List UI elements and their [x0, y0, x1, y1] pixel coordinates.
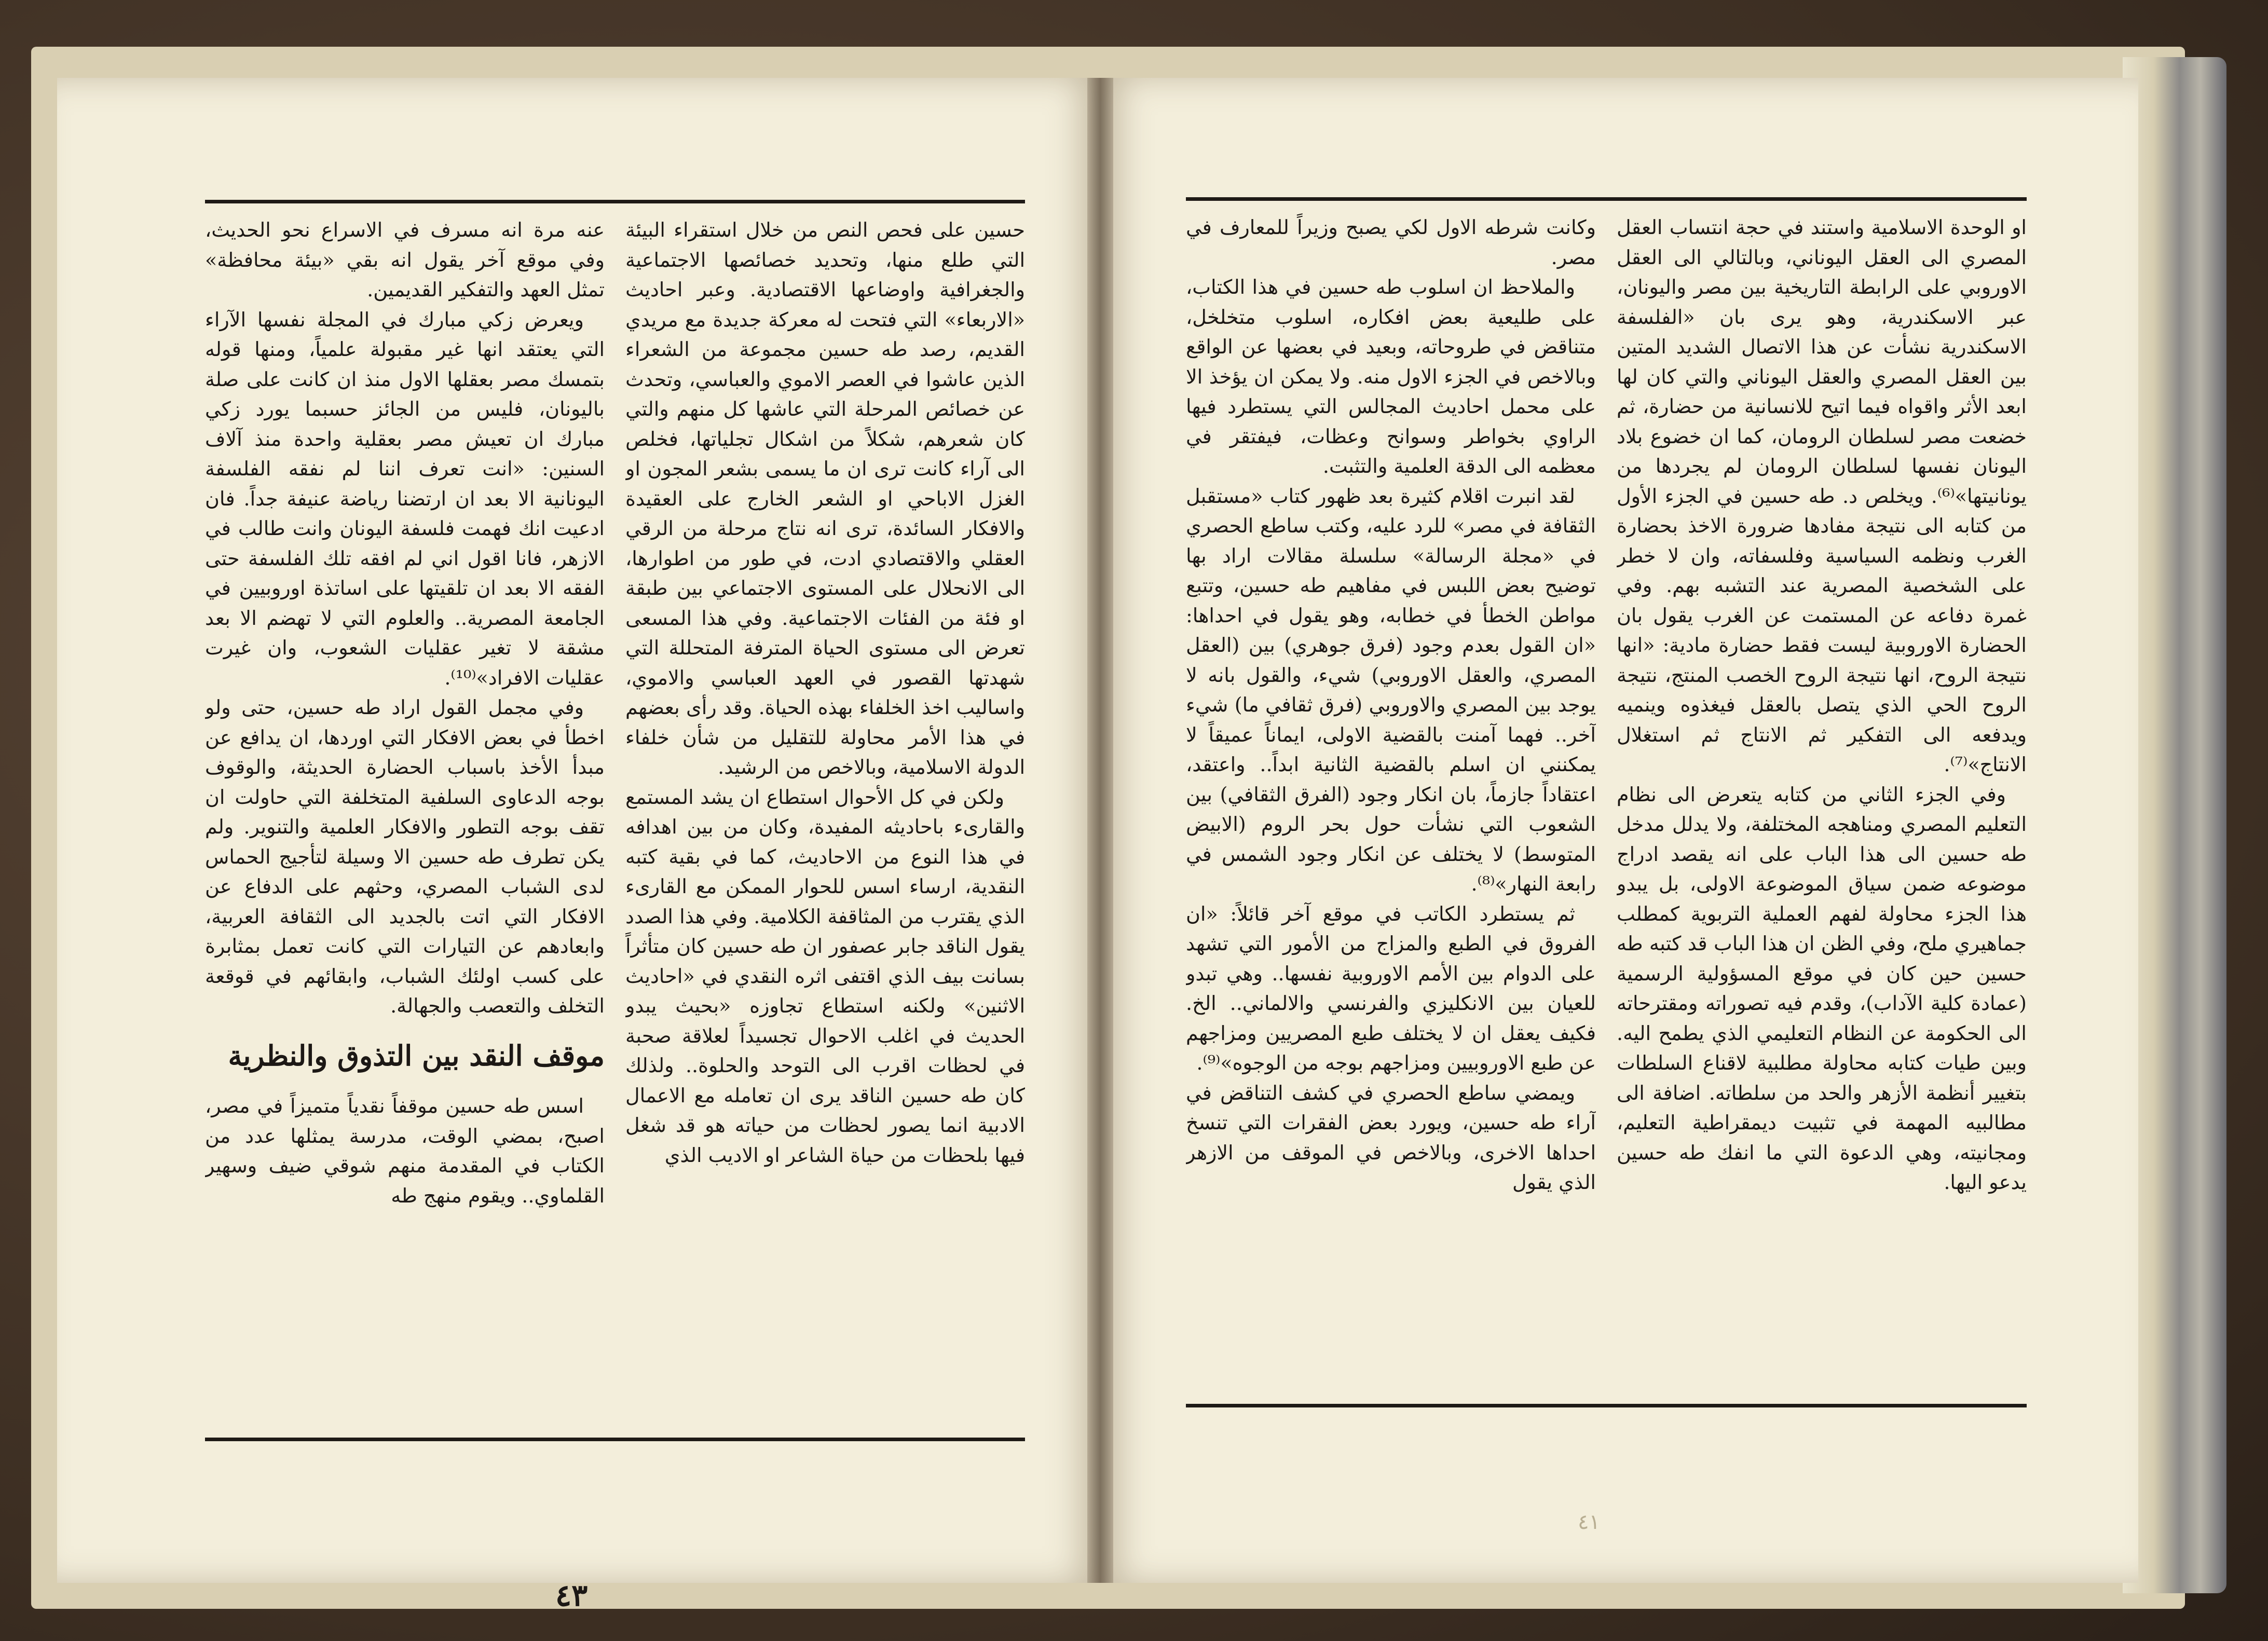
- page-stack-edge: [2123, 57, 2226, 1593]
- left-page: [57, 78, 1100, 1613]
- right-page: [1100, 78, 2138, 1583]
- faint-page-mark: ٤١: [1578, 1510, 1600, 1534]
- paragraph: ثم يستطرد الكاتب في موقع آخر قائلاً: «ان الفروق في الطبع والمزاج من الأمور التي تشهد على الدوام بين الأمم الاوروبية نفسها.. وهي تبدو للعيان بين الانكليزي والفرنسي والالماني.. الخ. فكيف يعقل ان لا يختلف طبع المصريين ومزاجهم عن طبع الاوروبيين ومزاجهم بوجه من الوجوه»⁽⁹⁾.: [1186, 902, 1596, 1074]
- bottom-rule: [205, 1438, 1025, 1441]
- paragraph: ويعرض زكي مبارك في المجلة نفسها الآراء التي يعتقد انها غير مقبولة علمياً، ومنها قوله بتمسك مصر بعقلها الاول منذ ان كانت على صلة باليونان، فليس من الجائز حسبما يورد زكي مبارك ان تعيش مصر بعقلية واحدة منذ آلاف السنين: «انت تعرف اننا لم نفقه الفلسفة اليونانية الا بعد ان ارتضنا رياضة عنيفة جداً. فان ادعيت انك فهمت فلسفة اليونان وانت طالب في الازهر، فانا اقول اني لم افقه تلك الفلسفة حتى الفقه الا بعد ان تلقيتها على اساتذة اوروبيين في الجامعة المصرية.. والعلوم التي لا تهضم الا بعد مشقة لا تغير عقليات الشعوب، وان غيرت عقليات الافراد»⁽¹⁰⁾.: [205, 308, 605, 689]
- top-rule: [1186, 197, 2027, 201]
- page-number: ٤٣: [555, 1578, 588, 1613]
- paragraph: اسس طه حسين موقفاً نقدياً متميزاً في مصر، اصبح، بمضي الوقت، مدرسة يمثلها عدد من الكتاب في المقدمة منهم شوقي ضيف وسهير القلماوي.. ويقوم منهج طه: [205, 1095, 605, 1207]
- book-gutter: [1087, 78, 1113, 1583]
- left-page-left-column: [205, 215, 605, 1430]
- paragraph: وفي الجزء الثاني من كتابه يتعرض الى نظام التعليم المصري ومناهجه المختلفة، ولا يدلل مدخل طه حسين الى هذا الباب على انه يقصد ادراج موضوعه ضمن سياق الموضوعة الاولى، بل يبدو هذا الجزء محاولة لفهم العملية التربوية كمطلب جماهيري ملح، وفي الظن ان هذا الباب قد كتبه طه حسين حين كان في موقع المسؤولية الرسمية (عمادة كلية الآداب)، وقدم فيه تصوراته ومقترحاته الى الحكومة عن النظام التعليمي الذي يطمح اليه. وبين طيات كتابه محاولة مطلبية لاقناع السلطات بتغيير أنظمة الأزهر والحد من سلطاته. اضافة الى مطالبيه المهمة في تثبيت ديمقراطية التعليم، ومجانيته، وهي الدعوة التي ما انفك طه حسين يدعو اليها.: [1617, 783, 2027, 1194]
- paragraph: والملاحظ ان اسلوب طه حسين في هذا الكتاب، على طليعية بعض افكاره، اسلوب متخلخل، متناقض في طروحاته، وبعيد في بعضها عن الواقع وبالاخص في الجزء الاول منه. ولا يمكن ان يؤخذ الا على محمل احاديث المجالس التي يستطرد فيها الراوي بخواطر وسوانح وعظات، فيفتقر في معظمه الى الدقة العلمية والتثبت.: [1186, 276, 1596, 477]
- right-page-left-column: [1186, 213, 1596, 1396]
- section-heading: موقف النقد بين التذوق والنظرية: [228, 1038, 605, 1072]
- paragraph: حسين على فحص النص من خلال استقراء البيئة التي طلع منها، وتحديد خصائصها الاجتماعية والجغرافية واوضاعها الاقتصادية. وعبر احاديث «الاربعاء» التي فتحت له معركة جديدة مع مريدي القديم، رصد طه حسين مجموعة من الشعراء الذين عاشوا في العصر الاموي والعباسي، وتحدث عن خصائص المرحلة التي عاشها كل منهم والتي كان شعرهم، شكلاً من اشكال تجلياتها، فخلص الى آراء كانت ترى ان ما يسمى بشعر المجون او الغزل الاباحي او الشعر الخارج على العقيدة والافكار السائدة، ترى انه نتاج مرحلة من الرقي العقلي والاقتصادي ادت، في طور من اطوارها، الى الانحلال على المستوى الاجتماعي بين طبقة او فئة من الفئات الاجتماعية. وفي هذا المسعى تعرض الى مستوى الحياة المترفة المتحللة التي شهدتها القصور في العهد العباسي والاموي، واساليب اخذ الخلفاء بهذه الحياة. وقد رأى بعضهم في هذا الأمر محاولة للتقليل من شأن خلفاء الدولة الاسلامية، وبالاخص من الرشيد.: [625, 218, 1025, 778]
- bottom-rule: [1186, 1404, 2027, 1407]
- top-rule: [205, 200, 1025, 203]
- paragraph: او الوحدة الاسلامية واستند في حجة انتساب العقل المصري الى العقل اليوناني، وبالتالي الى العقل الاوروبي على الرابطة التاريخية بين مصر واليونان، عبر الاسكندرية، وهو يرى بان «الفلسفة الاسكندرية نشأت عن هذا الاتصال الشديد المتين بين العقل المصري والعقل اليوناني والتي كان لها ابعد الأثر واقواه فيما اتيح للانسانية من حضارة، ثم خضعت مصر لسلطان الرومان، كما ان خضوع بلاد اليونان نفسها لسلطان الرومان لم يجردها من يونانيتها»⁽⁶⁾. ويخلص د. طه حسين في الجزء الأول من كتابه الى نتيجة مفادها ضرورة الاخذ بحضارة الغرب ونظمه السياسية وفلسفاته، وان لا خطر على الشخصية المصرية عند التشبه بهم. وفي غمرة دفاعه عن المستمت عن الغرب يقول بان الحضارة الاوروبية ليست فقط حضارة مادية: «انها نتيجة الروح، انها نتيجة الروح الخصب المنتج، نتيجة الروح الحي الذي يتصل بالعقل فيغذوه وينميه ويدفعه الى التفكير ثم الانتاج ثم استغلال الانتاج»⁽⁷⁾.: [1617, 216, 2027, 776]
- paragraph: لقد انبرت اقلام كثيرة بعد ظهور كتاب «مستقبل الثقافة في مصر» للرد عليه، وكتب ساطع الحصري في «مجلة الرسالة» سلسلة مقالات اراد بها توضيح بعض اللبس في مفاهيم طه حسين، وتتبع مواطن الخطأ في خطابه، وهو يقول في احداها: «ان القول بعدم وجود (فرق جوهري) بين (العقل المصري، والعقل الاوروبي) شيء، والقول بانه لا يوجد بين المصري والاوروبي (فرق ثقافي ما) شيء آخر.. فهما آمنت بالقضية الاولى، ايماناً عميقاً لا يمكنني ان اسلم بالقضية الثانية ابداً.. واعتقد، اعتقاداً جازماً، بان انكار وجود (الفرق الثقافي) بين الشعوب التي نشأت حول بحر الروم (الابيض المتوسط) لا يختلف عن انكار وجود الشمس في رابعة النهار»⁽⁸⁾.: [1186, 484, 1596, 895]
- left-page-right-column: [625, 215, 1025, 1430]
- paragraph: عنه مرة انه مسرف في الاسراع نحو الحديث، وفي موقع آخر يقول انه بقي «بيئة محافظة» تمثل العهد والتفكير القديمين.: [205, 218, 605, 301]
- paragraph: ويمضي ساطع الحصري في كشف التناقض في آراء طه حسين، ويورد بعض الفقرات التي تنسخ احداها الاخرى، وبالاخص في الموقف من الازهر الذي يقول: [1186, 1081, 1596, 1194]
- paragraph: وكانت شرطه الاول لكي يصبح وزيراً للمعارف في مصر.: [1186, 216, 1596, 269]
- paragraph: ولكن في كل الأحوال استطاع ان يشد المستمع والقارىء باحاديثه المفيدة، وكان من بين اهدافه في هذا النوع من الاحاديث، كما في بقية كتبه النقدية، ارساء اسس للحوار الممكن مع القارىء الذي يقترب من المثاقفة الكلامية. وفي هذا الصدد يقول الناقد جابر عصفور ان طه حسين كان متأثراً بسانت بيف الذي اقتفى اثره النقدي في «احاديث الاثنين» ولكنه استطاع تجاوزه «بحيث يبدو الحديث في اغلب الاحوال تجسيداً لعلاقة صحبة في لحظات اقرب الى التوحد والحلوة.. ولذلك كان طه حسين الناقد يرى ان تعامله مع الاعمال الادبية انما يصور لحظات من حياته هو قد شغل فيها بلحظات من حياة الشاعر او الاديب الذي: [625, 785, 1025, 1167]
- paragraph: وفي مجمل القول اراد طه حسين، حتى ولو اخطأ في بعض الافكار التي اوردها، ان يدافع عن مبدأ الأخذ باسباب الحضارة الحديثة، والوقوف بوجه الدعاوى السلفية المتخلفة التي حاولت ان تقف بوجه التطور والافكار العلمية والتنوير. ولم يكن تطرف طه حسين الا وسيلة لتأجيج الحماس لدى الشباب المصري، وحثهم على الدفاع عن الافكار التي اتت بالجديد الى الثقافة العربية، وابعادهم عن التيارات التي كانت تعمل بمثابرة على كسب اولئك الشباب، وابقائهم في قوقعة التخلف والتعصب والجهالة.: [205, 696, 605, 1017]
- right-page-right-column: [1617, 213, 2027, 1396]
